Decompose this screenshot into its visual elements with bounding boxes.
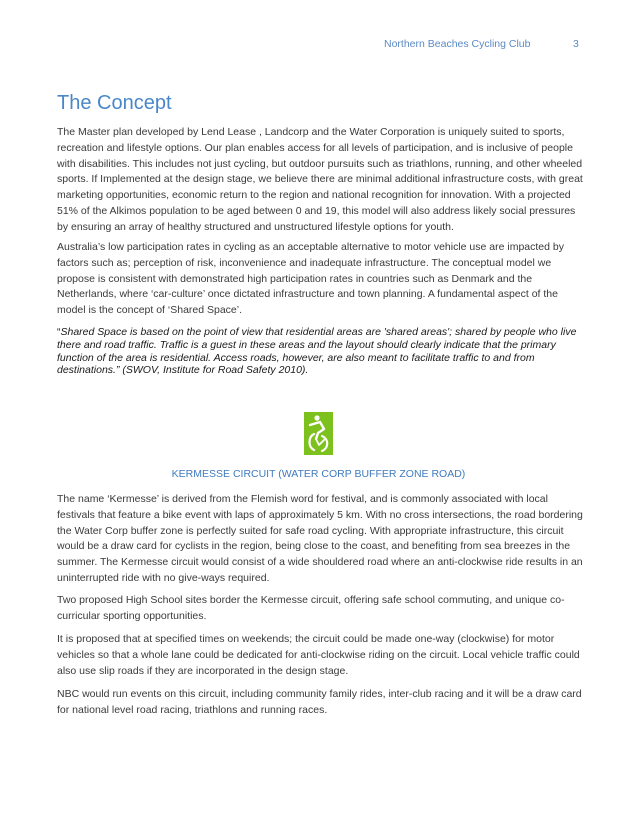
kermesse-paragraph-2: Two proposed High School sites border the Kermesse circuit, offering safe school commuting, and unique co-curricular sporting opportunities. (57, 594, 565, 622)
quote-text: Shared Space is based on the point of view that residential areas are 'shared areas'; shared by people who live there and road traffic. Traffic is a guest in these areas and the layout should clearly indicate that the primary function of the area is residential. Access roads, however, are also meant to facilitate traffic to and from destinations.” (SWOV, Institute for Road Safety 2010). (57, 326, 577, 377)
kermesse-paragraph-4: NBC would run events on this circuit, including community family rides, inter-club racing and it will be a draw card for national level road racing, triathlons and running races. (57, 688, 582, 716)
cyclist-logo-graphic (304, 412, 333, 455)
page-header (384, 38, 579, 50)
header-club-name: Northern Beaches Cycling Club (384, 38, 531, 50)
shared-space-quote (57, 326, 585, 377)
concept-paragraph-2: Australia’s low participation rates in cycling as an acceptable alternative to motor vehicle use are impacted by factors such as; perception of risk, inconvenience and inadequate infrastructure. The conceptual model we propose is consistent with demonstrated high participation rates in countries such as Denmark and the Netherlands, where ‘car-culture’ once dictated infrastructure and town planning. A fundamental aspect of the model is the concept of ‘Shared Space’. (57, 241, 564, 317)
section-heading: KERMESSE CIRCUIT (WATER CORP BUFFER ZONE ROAD) (171, 468, 466, 480)
kermesse-paragraph-3: It is proposed that at specified times on weekends; the circuit could be made one-way (clockwise) for motor vehicles so that a whole lane could be dedicated for anti-clockwise riding on the circuit. Local vehicle traffic could also use slip roads if they are incorporated in the design stage. (57, 633, 580, 677)
concept-paragraph-1: The Master plan developed by Lend Lease , Landcorp and the Water Corporation is uniquely suited to sports, recreation and lifestyle options. Our plan enables access for all levels of participation, and is inclusive of people with disabilities. This includes not just cycling, but outdoor pursuits such as triathlons, running, and other wheeled sports. If Implemented at the design stage, we believe there are minimal additional infrastructure costs, with great marketing opportunities, economic return to the region and national recognition for innovation. With a projected 51% of the Alkimos population to be aged between 0 and 19, this model will also address likely social pressures by ensuring an array of healthy structured and unstructured lifestyle options for youth. (57, 126, 583, 233)
logo-rider-head (314, 415, 319, 420)
quote-open-mark: “ (57, 326, 61, 338)
page-title: The Concept (57, 92, 172, 114)
page-number: 3 (573, 38, 579, 50)
cyclist-logo-icon (304, 412, 333, 455)
kermesse-paragraph-1: The name ‘Kermesse’ is derived from the Flemish word for festival, and is commonly associated with local festivals that feature a bike event with laps of approximately 5 km. With no cross intersections, the road bordering the Water Corp buffer zone is perfectly suited for safe road cycling. With appropriate infrastructure, this circuit would be a draw card for cyclists in the region, being close to the coast, and benefiting from sea breezes in the summer. The Kermesse circuit would consist of a wide shouldered road where an anti-clockwise ride results in an uninterrupted ride with no give-ways required. (57, 493, 583, 584)
